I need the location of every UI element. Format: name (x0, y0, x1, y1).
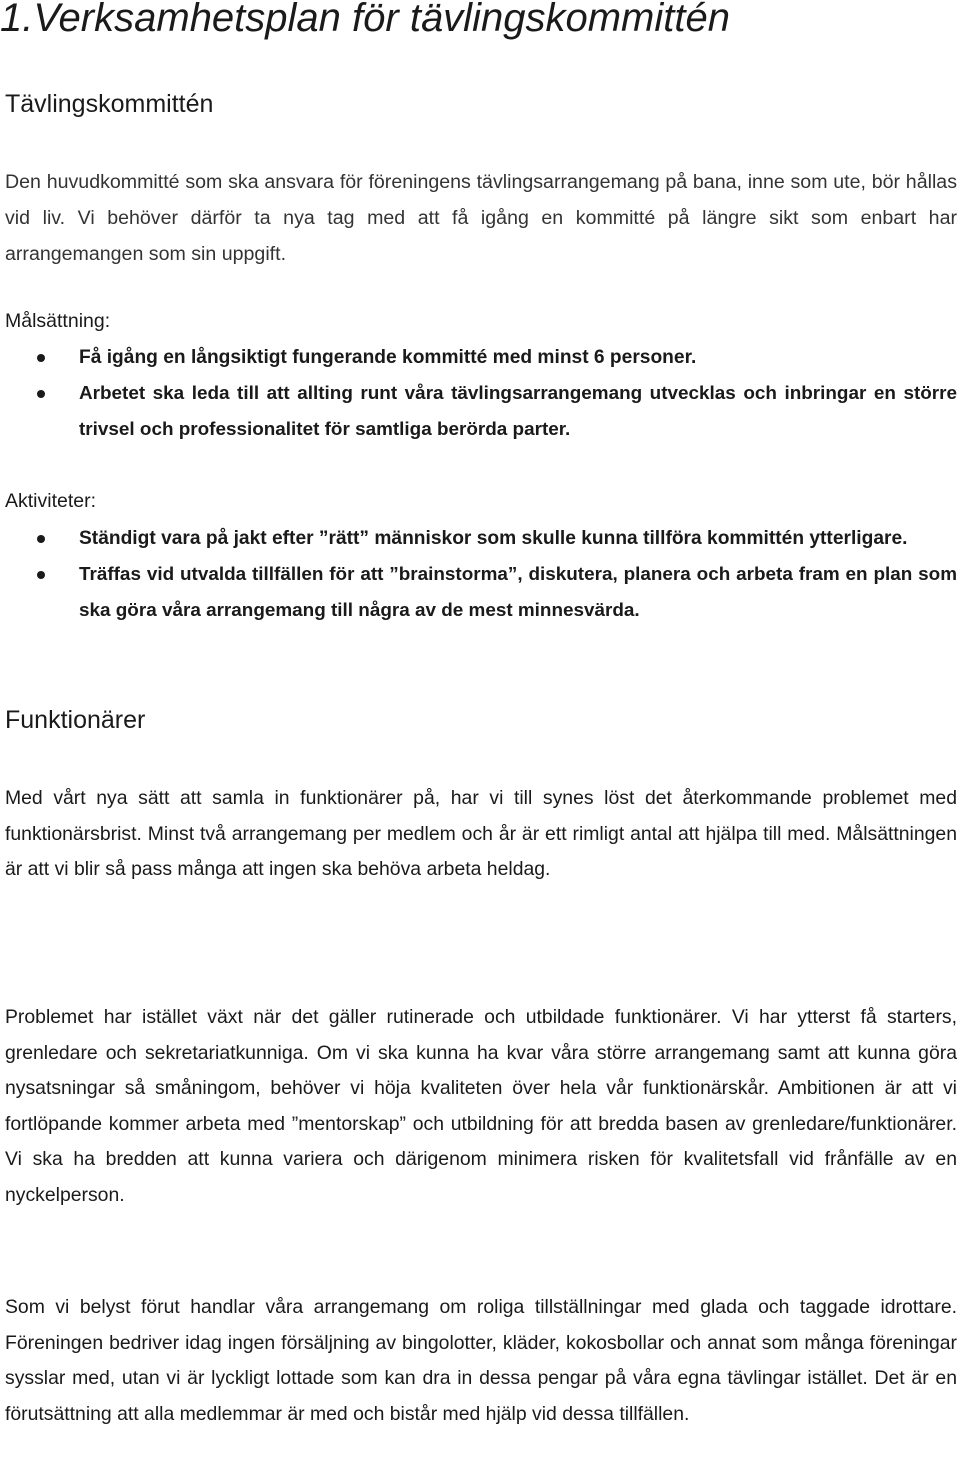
activity-item (0, 521, 957, 557)
goal-item (0, 376, 957, 448)
officials-paragraph: Med vårt nya sätt att samla in funktionärer på, har vi till synes löst det återkommande problemet med funktionärsbrist. Minst två arrangemang per medlem och år är ett rimligt antal att hjälpa till med. Målsättningen är att vi blir så pass många att ingen ska behöva arbeta heldag. (5, 787, 957, 880)
goals-label: Målsättning: (5, 310, 111, 332)
activity-item-text: Träffas vid utvalda tillfällen för att ”brainstorma”, diskutera, planera och arbeta fram en plan som ska göra våra arrangemang till några av de mest minnesvärda. (79, 564, 957, 621)
section-title: Tävlingskommittén (5, 90, 214, 118)
goal-item (0, 340, 957, 376)
bullet-icon (37, 571, 45, 579)
title-text: Verksamhetsplan för tävlingskommittén (33, 0, 730, 40)
activities-label: Aktiviteter: (5, 490, 97, 512)
goal-item-text: Arbetet ska leda till att allting runt våra tävlingsarrangemang utvecklas och inbringar en större trivsel och professionalitet för samtliga berörda parter. (79, 383, 957, 440)
bullet-icon (37, 354, 45, 362)
bullet-icon (37, 390, 45, 398)
officials-paragraph: Som vi belyst förut handlar våra arrangemang om roliga tillställningar med glada och taggade idrottare. Föreningen bedriver idag ingen försäljning av bingolotter, kläder, kokosbollar och annat som många föreningar sysslar med, utan vi är lyckligt lottade som kan dra in dessa pengar på våra egna tävlingar istället. Det är en förutsättning att alla medlemmar är med och bistår med hjälp vid dessa tillfällen. (5, 1296, 957, 1425)
activity-item (0, 557, 957, 629)
officials-heading: Funktionärer (5, 706, 146, 734)
officials-paragraph: Problemet har istället växt när det gäller rutinerade och utbildade funktionärer. Vi har ytterst få starters, grenledare och sekretariatkunniga. Om vi ska kunna ha kvar våra större arrangemang samt att kunna göra nysatsningar så småningom, behöver vi höja kvaliteten över hela vår funktionärskår. Ambitionen är att vi fortlöpande kommer arbeta med ”mentorskap” och utbildning för att bredda basen av grenledare/funktionärer. Vi ska ha bredden att kunna variera och därigenom minimera risken för kvalitetsfall vid frånfälle av en nyckelperson. (5, 1006, 957, 1206)
intro-paragraph: Den huvudkommitté som ska ansvara för föreningens tävlingsarrangemang på bana, inne som ute, bör hållas vid liv. Vi behöver därför ta nya tag med att få igång en kommitté på längre sikt som enbart har arrangemangen som sin uppgift. (5, 171, 957, 265)
document-title (0, 0, 730, 41)
goal-item-text: Få igång en långsiktigt fungerande kommitté med minst 6 personer. (79, 347, 697, 368)
goals-list (0, 340, 957, 448)
activities-list (0, 521, 957, 629)
activity-item-text: Ständigt vara på jakt efter ”rätt” människor som skulle kunna tillföra kommittén ytterligare. (79, 528, 908, 549)
bullet-icon (37, 535, 45, 543)
title-number: 1. (0, 0, 34, 40)
